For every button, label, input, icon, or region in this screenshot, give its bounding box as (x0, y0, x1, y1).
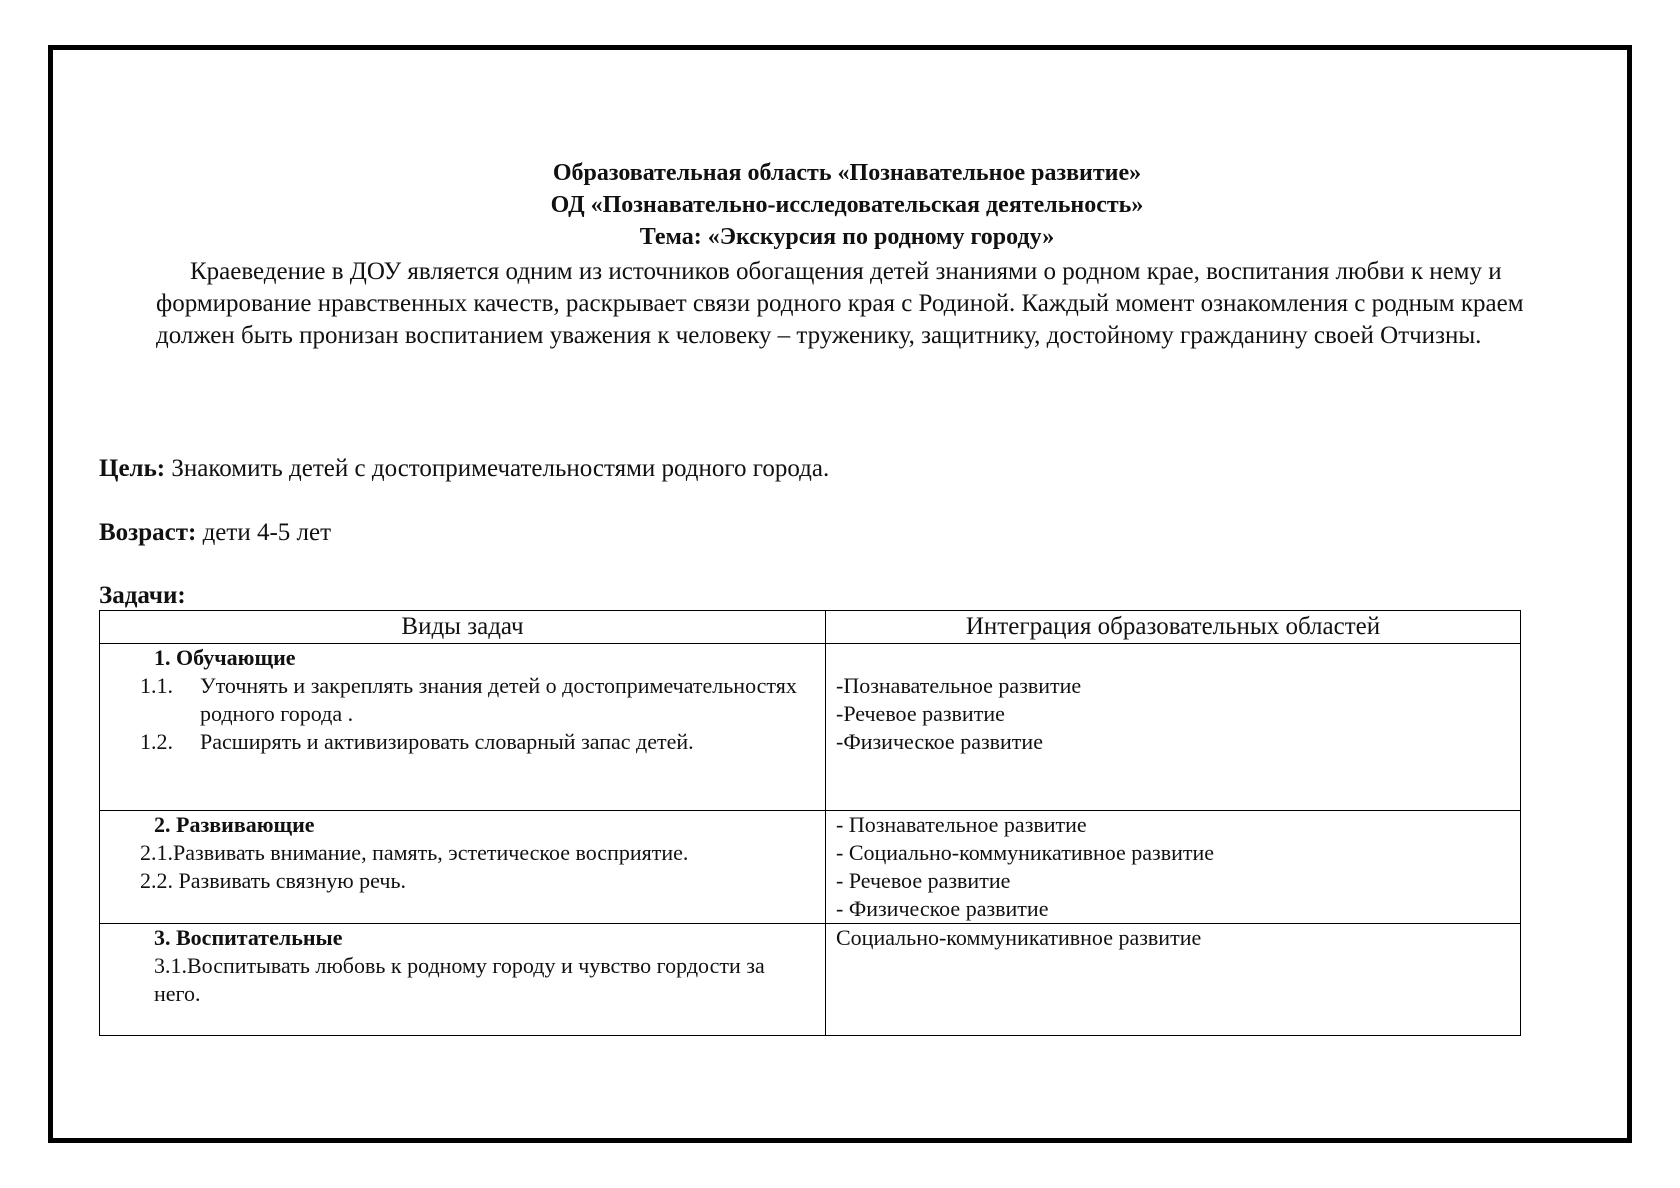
integration-cell (826, 644, 1521, 811)
task-text: 2.1.Развивать внимание, память, эстетическое восприятие. (140, 840, 689, 865)
task-text: Уточнять и закреплять знания детей о достопримечательностях родного города . (200, 673, 797, 726)
task-text: 3.1.Воспитывать любовь к родному городу и чувство гордости за него. (154, 953, 765, 1006)
goal-line (99, 453, 829, 485)
area-item: - Познавательное развитие (836, 812, 1087, 837)
tasks-table (99, 610, 1521, 1036)
age-text: дети 4-5 лет (196, 519, 332, 546)
tasks-label: Задачи: (99, 582, 186, 609)
area-item: - Физическое развитие (836, 896, 1049, 921)
table-row (100, 644, 1521, 811)
area-item: - Речевое развитие (836, 868, 1011, 893)
table-row (100, 924, 1521, 1036)
area-item: -Познавательное развитие (836, 673, 1082, 698)
integration-cell (826, 924, 1521, 1036)
integration-cell (826, 811, 1521, 924)
task-item (100, 672, 825, 728)
task-text: Расширять и активизировать словарный запас детей. (200, 729, 694, 754)
task-group-title: 2. Развивающие (154, 812, 315, 837)
age-label: Возраст: (99, 519, 197, 546)
header-task-types: Виды задач (100, 611, 826, 644)
task-text: 2.2. Развивать связную речь. (140, 868, 406, 893)
task-cell (100, 924, 826, 1036)
task-cell (100, 811, 826, 924)
area-item: - Социально-коммуникативное развитие (836, 840, 1215, 865)
area-item: Социально-коммуникативное развитие (836, 925, 1202, 950)
task-group-title: 3. Воспитательные (154, 925, 343, 950)
topic-title: Тема: «Экскурсия по родному городу» (639, 224, 1055, 250)
area-item: -Речевое развитие (836, 701, 1005, 726)
activity-title: ОД «Познавательно-исследовательская деятельность» (550, 192, 1144, 218)
table-row (100, 811, 1521, 924)
document-header (0, 157, 1680, 253)
age-line (99, 517, 331, 549)
goal-label: Цель: (99, 455, 166, 482)
task-group-title: 1. Обучающие (154, 645, 296, 670)
header-integration: Интеграция образовательных областей (826, 611, 1521, 644)
educational-area-title: Образовательная область «Познавательное развитие» (552, 160, 1142, 186)
task-cell (100, 644, 826, 811)
task-item (100, 728, 825, 756)
goal-text: Знакомить детей с достопримечательностями родного города. (165, 455, 830, 482)
area-item: -Физическое развитие (836, 729, 1043, 754)
task-number: 1.2. (140, 729, 173, 754)
intro-paragraph: Краеведение в ДОУ является одним из источников обогащения детей знаниями о родном крае, воспитания любви к нему и формирование нравственных качеств, раскрывает связи родного края с Родиной. Каждый момент ознакомления с родным краем должен быть пронизан воспитанием уважения к человеку – труженику, защитнику, достойному гражданину своей Отчизны. (156, 258, 1524, 349)
task-number: 1.1. (140, 673, 173, 698)
table-header-row (100, 611, 1521, 644)
